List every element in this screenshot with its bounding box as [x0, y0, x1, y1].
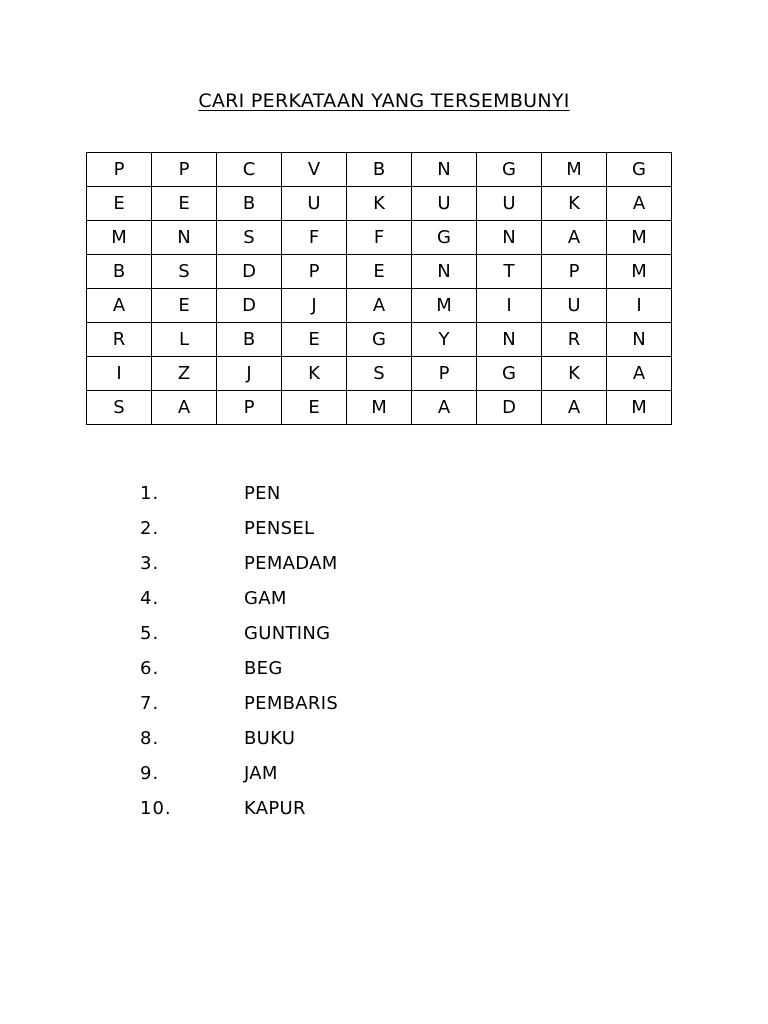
grid-cell[interactable]: F: [282, 221, 347, 255]
grid-cell[interactable]: K: [347, 187, 412, 221]
grid-cell[interactable]: G: [347, 323, 412, 357]
grid-cell[interactable]: A: [542, 391, 607, 425]
grid-cell[interactable]: F: [347, 221, 412, 255]
item-word: PEN: [244, 483, 281, 504]
grid-cell[interactable]: M: [87, 221, 152, 255]
grid-cell[interactable]: S: [87, 391, 152, 425]
grid-cell[interactable]: D: [217, 255, 282, 289]
grid-cell[interactable]: E: [347, 255, 412, 289]
grid-cell[interactable]: J: [282, 289, 347, 323]
grid-cell[interactable]: M: [607, 255, 672, 289]
grid-cell[interactable]: M: [347, 391, 412, 425]
grid-row: [87, 187, 672, 221]
list-item: [140, 581, 338, 616]
list-item: [140, 476, 338, 511]
item-number: 7.: [140, 693, 160, 714]
item-word: KAPUR: [244, 798, 306, 819]
grid-cell[interactable]: R: [542, 323, 607, 357]
grid-cell[interactable]: U: [282, 187, 347, 221]
grid-cell[interactable]: I: [607, 289, 672, 323]
grid-cell[interactable]: D: [477, 391, 542, 425]
grid-cell[interactable]: D: [217, 289, 282, 323]
grid-cell[interactable]: A: [152, 391, 217, 425]
list-item: [140, 546, 338, 581]
grid-cell[interactable]: A: [347, 289, 412, 323]
page-title: CARI PERKATAAN YANG TERSEMBUNYI: [198, 90, 570, 112]
list-item: [140, 511, 338, 546]
grid-row: [87, 391, 672, 425]
grid-row: [87, 357, 672, 391]
grid-cell[interactable]: E: [87, 187, 152, 221]
grid-cell[interactable]: I: [87, 357, 152, 391]
grid-row: [87, 255, 672, 289]
grid-cell[interactable]: P: [217, 391, 282, 425]
grid-cell[interactable]: A: [607, 357, 672, 391]
grid-cell[interactable]: M: [607, 221, 672, 255]
grid-cell[interactable]: G: [412, 221, 477, 255]
grid-cell[interactable]: P: [87, 153, 152, 187]
grid-cell[interactable]: V: [282, 153, 347, 187]
list-item: [140, 651, 338, 686]
grid-cell[interactable]: K: [282, 357, 347, 391]
item-word: BUKU: [244, 728, 296, 749]
grid-cell[interactable]: P: [542, 255, 607, 289]
grid-cell[interactable]: U: [542, 289, 607, 323]
grid-cell[interactable]: E: [152, 289, 217, 323]
grid-cell[interactable]: R: [87, 323, 152, 357]
grid-cell[interactable]: L: [152, 323, 217, 357]
grid-cell[interactable]: B: [347, 153, 412, 187]
grid-cell[interactable]: I: [477, 289, 542, 323]
word-list: [140, 476, 338, 826]
grid-cell[interactable]: N: [477, 323, 542, 357]
list-item: [140, 791, 338, 826]
grid-cell[interactable]: U: [477, 187, 542, 221]
list-item: [140, 721, 338, 756]
item-number: 5.: [140, 623, 160, 644]
grid-cell[interactable]: B: [217, 187, 282, 221]
word-search-grid: [86, 152, 672, 425]
list-item: [140, 756, 338, 791]
grid-cell[interactable]: J: [217, 357, 282, 391]
item-word: PENSEL: [244, 518, 315, 539]
item-number: 3.: [140, 553, 160, 574]
grid-cell[interactable]: S: [217, 221, 282, 255]
grid-cell[interactable]: S: [347, 357, 412, 391]
grid-row: [87, 289, 672, 323]
grid-cell[interactable]: G: [477, 357, 542, 391]
item-number: 1.: [140, 483, 160, 504]
grid-cell[interactable]: K: [542, 357, 607, 391]
grid-cell[interactable]: N: [412, 153, 477, 187]
grid-cell[interactable]: P: [282, 255, 347, 289]
grid-cell[interactable]: P: [152, 153, 217, 187]
grid-cell[interactable]: M: [607, 391, 672, 425]
grid-cell[interactable]: E: [282, 391, 347, 425]
item-number: 8.: [140, 728, 160, 749]
grid-cell[interactable]: B: [217, 323, 282, 357]
item-number: 4.: [140, 588, 160, 609]
item-number: 2.: [140, 518, 160, 539]
item-word: GAM: [244, 588, 287, 609]
grid-cell[interactable]: N: [607, 323, 672, 357]
grid-cell[interactable]: Z: [152, 357, 217, 391]
grid-cell[interactable]: U: [412, 187, 477, 221]
grid-cell[interactable]: G: [477, 153, 542, 187]
list-item: [140, 686, 338, 721]
grid-cell[interactable]: K: [542, 187, 607, 221]
grid-cell[interactable]: E: [152, 187, 217, 221]
item-word: PEMADAM: [244, 553, 338, 574]
grid-cell[interactable]: A: [412, 391, 477, 425]
grid-cell[interactable]: M: [542, 153, 607, 187]
grid-cell[interactable]: C: [217, 153, 282, 187]
item-number: 10.: [140, 798, 172, 819]
grid-row: [87, 153, 672, 187]
grid-cell[interactable]: N: [412, 255, 477, 289]
grid-cell[interactable]: N: [477, 221, 542, 255]
grid-cell[interactable]: M: [412, 289, 477, 323]
grid-cell[interactable]: S: [152, 255, 217, 289]
grid-cell[interactable]: Y: [412, 323, 477, 357]
grid-row: [87, 323, 672, 357]
item-word: BEG: [244, 658, 283, 679]
item-word: PEMBARIS: [244, 693, 339, 714]
item-number: 9.: [140, 763, 160, 784]
grid-cell[interactable]: B: [87, 255, 152, 289]
item-word: GUNTING: [244, 623, 331, 644]
grid-cell[interactable]: A: [607, 187, 672, 221]
grid-row: [87, 221, 672, 255]
grid-cell[interactable]: E: [282, 323, 347, 357]
item-number: 6.: [140, 658, 160, 679]
grid-cell[interactable]: T: [477, 255, 542, 289]
grid-cell[interactable]: A: [542, 221, 607, 255]
list-item: [140, 616, 338, 651]
item-word: JAM: [244, 763, 278, 784]
grid-cell[interactable]: G: [607, 153, 672, 187]
grid-cell[interactable]: P: [412, 357, 477, 391]
grid-cell[interactable]: A: [87, 289, 152, 323]
grid-cell[interactable]: N: [152, 221, 217, 255]
